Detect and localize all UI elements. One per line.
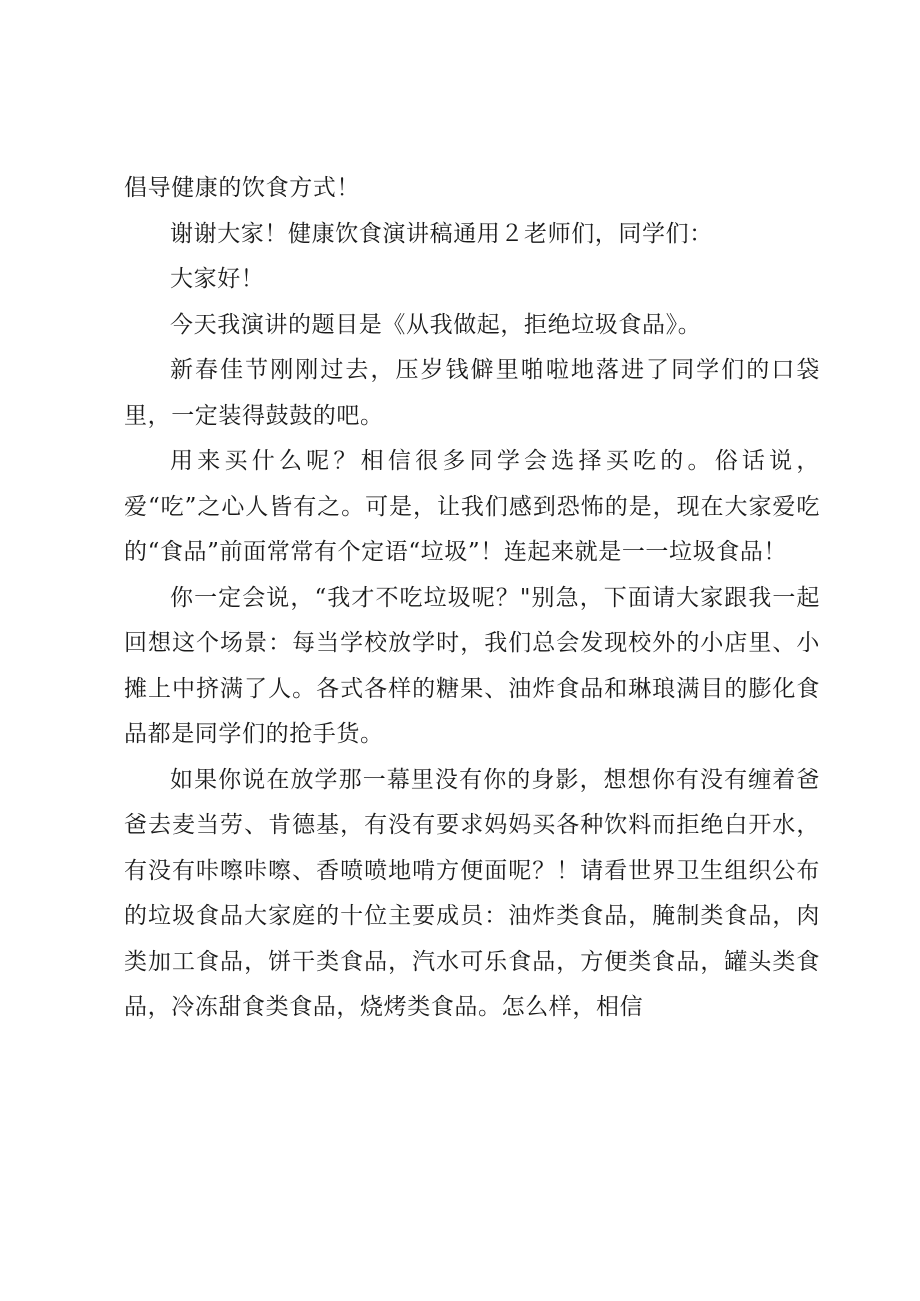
paragraph-7: 你一定会说，“我才不吃垃圾呢？"别急，下面请大家跟我一起回想这个场景：每当学校放学时，我们总会发现校外的小店里、小摊上中挤满了人。各式各样的糖果、油炸食品和琳琅满目的膨化食品都是同学们的抢手货。 <box>124 584 820 747</box>
paragraph-3: 大家好！ <box>170 266 265 292</box>
paragraph-6: 用来买什么呢？相信很多同学会选择买吃的。俗话说，爱“吃”之心人皆有之。可是，让我们感到恐怖的是，现在大家爱吃的“食品”前面常常有个定语“垃圾”！连起来就是一一垃圾食品！ <box>124 448 820 565</box>
document-body <box>124 166 820 1031</box>
paragraph-8: 如果你说在放学那一幕里没有你的身影，想想你有没有缠着爸爸去麦当劳、肯德基，有没有要求妈妈买各种饮料而拒绝白开水，有没有咔嚓咔嚓、香喷喷地啃方便面呢？！请看世界卫生组织公布的垃圾食品大家庭的十位主要成员：油炸类食品，腌制类食品，肉类加工食品，饼干类食品，汽水可乐食品，方便类食品，罐头类食品，冷冻甜食类食品，烧烤类食品。怎么样，相信 <box>124 766 820 1020</box>
paragraph-1: 倡导健康的饮食方式！ <box>124 175 360 201</box>
paragraph-5: 新春佳节刚刚过去，压岁钱僻里啪啦地落进了同学们的口袋里，一定装得鼓鼓的吧。 <box>124 357 820 429</box>
paragraph-2: 谢谢大家！健康饮食演讲稿通用２老师们，同学们： <box>170 220 713 247</box>
paragraph-4: 今天我演讲的题目是《从我做起，拒绝垃圾食品》。 <box>170 311 702 338</box>
